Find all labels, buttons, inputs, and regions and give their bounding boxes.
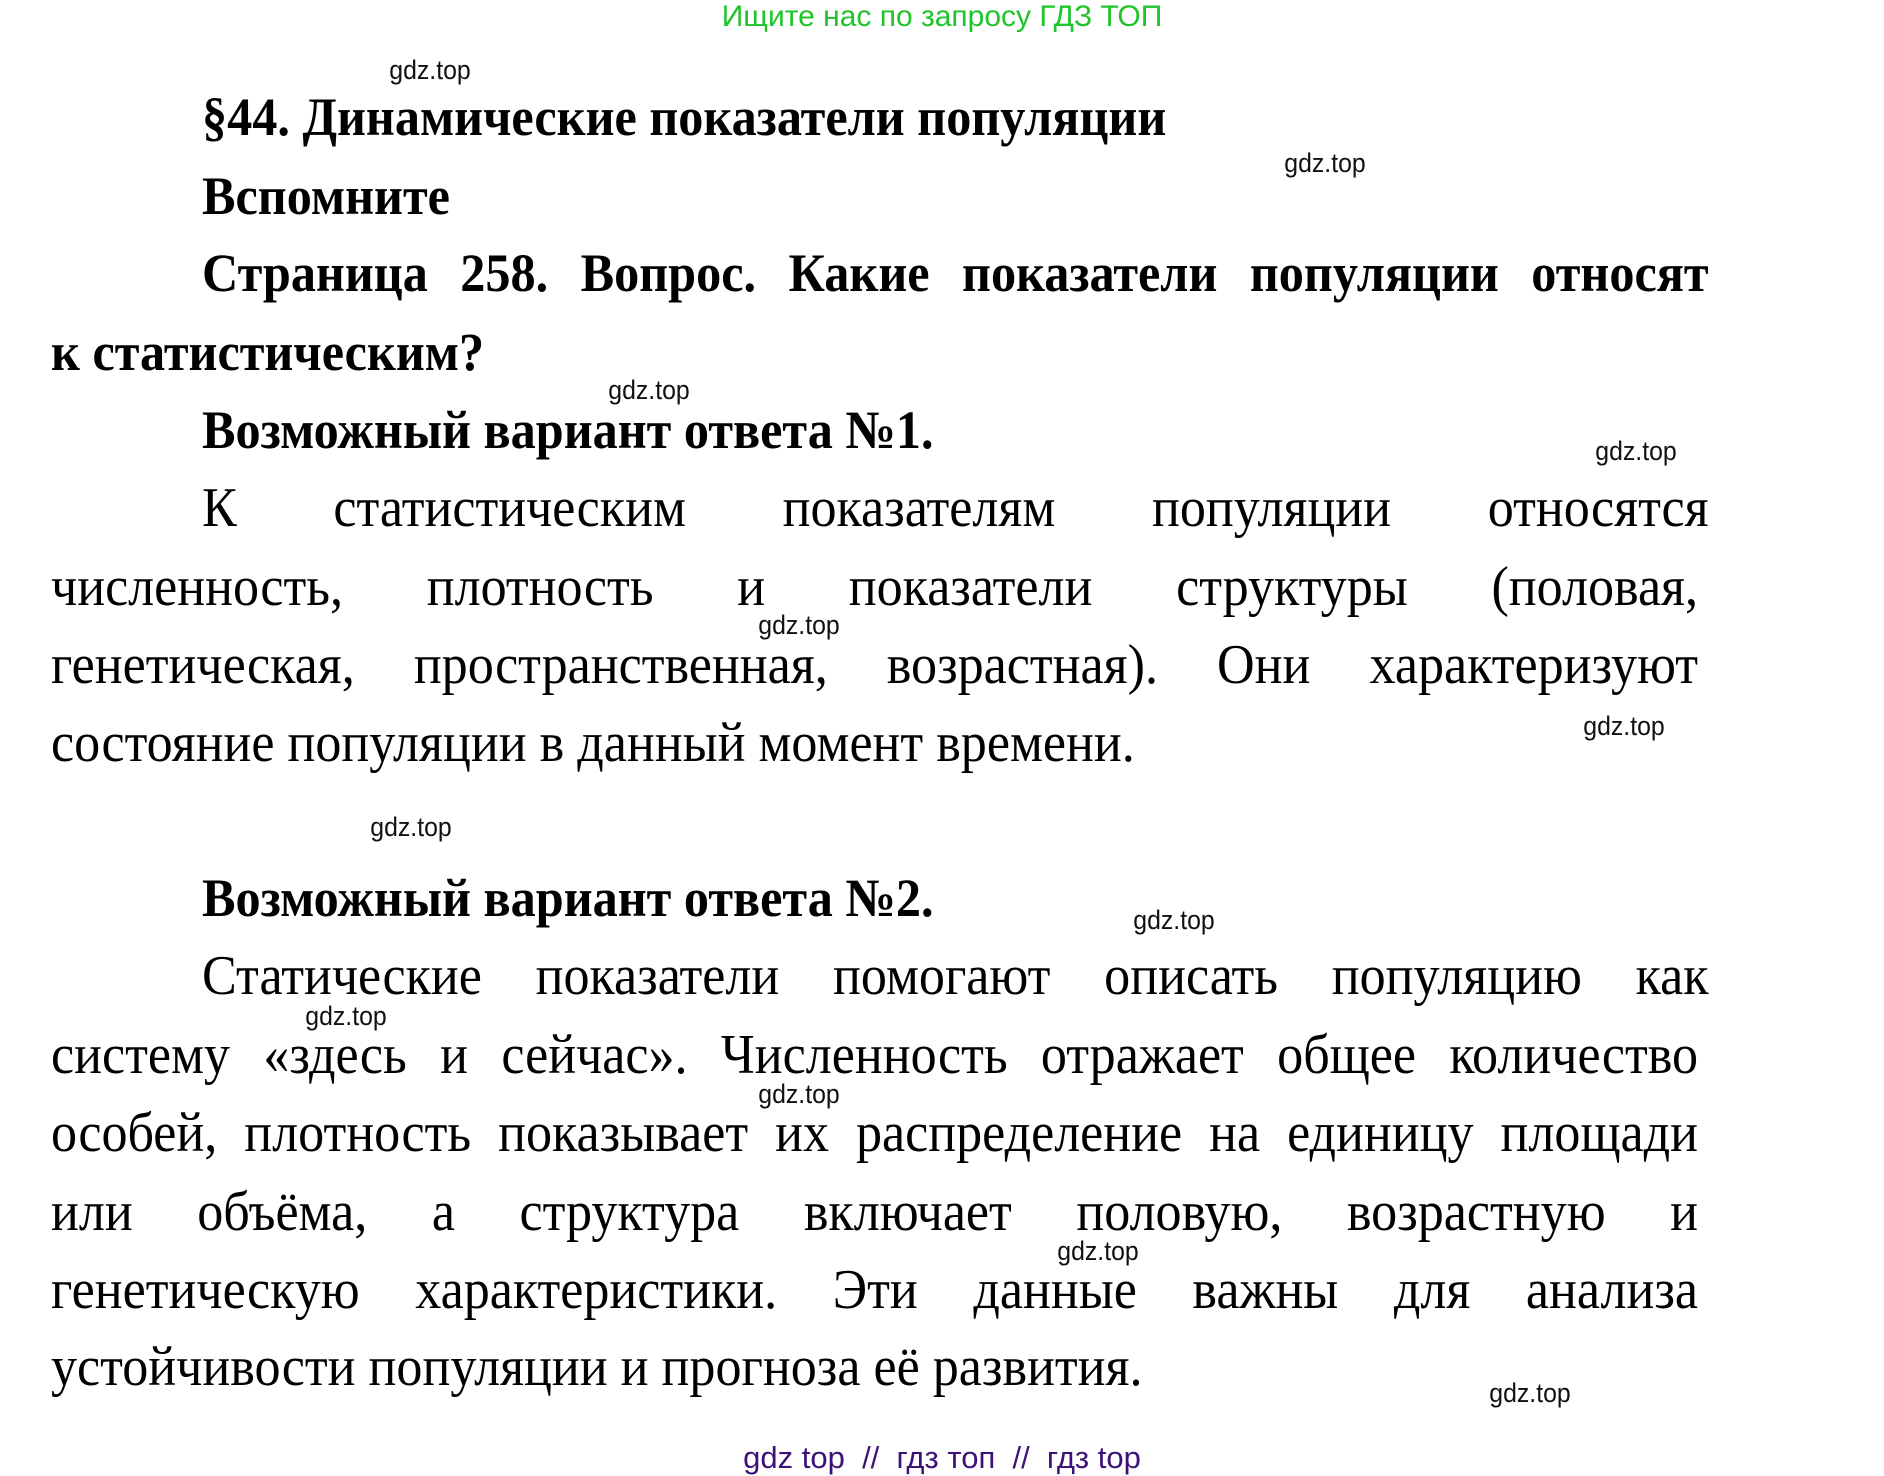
section-title: §44. Динамические показатели популяции	[202, 87, 1167, 147]
watermark: gdz.top	[608, 375, 690, 405]
answer-2-line: устойчивости популяции и прогноза её развития.	[51, 1336, 1143, 1398]
search-banner: Ищите нас по запросу ГДЗ ТОП	[721, 0, 1163, 33]
watermark: gdz.top	[1595, 436, 1677, 466]
answer-1-line: численность, плотность и показатели структуры (половая,	[51, 556, 1699, 618]
footer-watermark: gdz top // гдз топ // гдз top	[743, 1440, 1141, 1475]
answer-1-heading: Возможный вариант ответа №1.	[202, 400, 934, 460]
watermark: gdz.top	[1133, 905, 1215, 935]
answer-2-heading: Возможный вариант ответа №2.	[202, 868, 934, 928]
answer-2-line: особей, плотность показывает их распределение на единицу площади	[51, 1102, 1699, 1164]
answer-1-line: генетическая, пространственная, возрастная). Они характеризуют	[51, 634, 1699, 696]
watermark: gdz.top	[389, 55, 471, 85]
answer-2-line: генетическую характеристики. Эти данные важны для анализа	[51, 1259, 1699, 1321]
answer-2-line: Статические показатели помогают описать популяцию как	[202, 945, 1709, 1007]
answer-2-line: или объёма, а структура включает половую, возрастную и	[51, 1181, 1699, 1243]
watermark: gdz.top	[1284, 148, 1366, 178]
question-line-2: к статистическим?	[51, 322, 485, 382]
answer-1-line: состояние популяции в данный момент времени.	[51, 712, 1135, 774]
watermark: gdz.top	[758, 610, 840, 640]
watermark: gdz.top	[1057, 1236, 1139, 1266]
watermark: gdz.top	[1489, 1378, 1571, 1408]
watermark: gdz.top	[758, 1079, 840, 1109]
watermark: gdz.top	[305, 1001, 387, 1031]
answer-1-line: К статистическим показателям популяции относятся	[202, 477, 1709, 539]
question-line-1: Страница 258. Вопрос. Какие показатели популяции относят	[202, 243, 1709, 303]
recall-heading: Вспомните	[202, 166, 450, 226]
watermark: gdz.top	[1583, 711, 1665, 741]
watermark: gdz.top	[370, 812, 452, 842]
answer-2-line: систему «здесь и сейчас». Численность отражает общее количество	[51, 1024, 1699, 1086]
